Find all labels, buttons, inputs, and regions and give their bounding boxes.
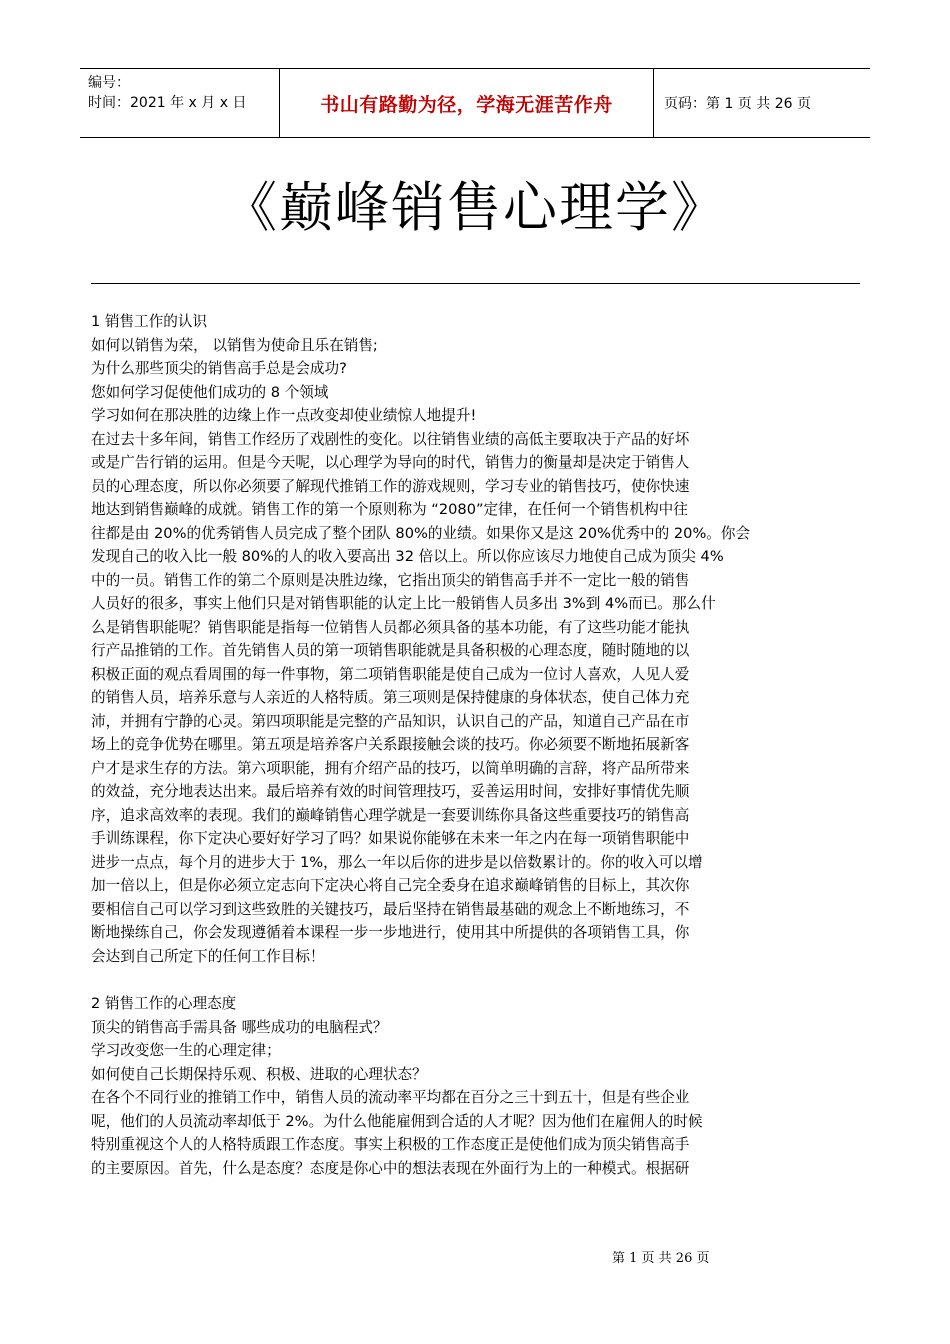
header-table — [80, 68, 870, 138]
text-line: 的主要原因。首先，什么是态度？态度是你心中的想法表现在外面行为上的一种模式。根据研 — [91, 1159, 690, 1177]
text-line: 学习如何在那决胜的边缘上作一点改变却使业绩惊人地提升! — [91, 407, 477, 424]
time-label: 时间：2021 年 x 月 x 日 — [88, 95, 247, 111]
text-line: 员的心理态度，所以你必须要了解现代推销工作的游戏规则，学习专业的销售技巧，使你快速 — [91, 477, 690, 495]
text-line: 呢，他们的人员流动率却低于 2%。为什么他能雇佣到合适的人才呢？因为他们在雇佣人的时候 — [91, 1112, 703, 1130]
section-2 — [91, 992, 799, 1180]
text-line: 序，追求高效率的表现。我们的巅峰销售心理学就是一套要训练你具备这些重要技巧的销售高 — [91, 806, 690, 824]
text-line: 发现自己的收入比一般 80%的人的收入要高出 32 倍以上。所以你应该尽力地使自己成为顶尖 4% — [91, 548, 724, 565]
paragraph-gap — [91, 968, 799, 992]
document-title: 《巅峰销售心理学》 — [223, 176, 727, 239]
text-line: 断地操练自己，你会发现遵循着本课程一步一步地进行，使用其中所提供的各项销售工具，你 — [91, 924, 690, 941]
text-line: 会达到自己所定下的任何工作目标！ — [91, 947, 325, 965]
text-line: 您如何学习促使他们成功的 8 个领域 — [91, 383, 329, 401]
header-meta — [80, 69, 280, 137]
text-line: 往都是由 20%的优秀销售人员完成了整个团队 80%的业绩。如果你又是这 20%优秀中的 20%。你会 — [91, 524, 751, 542]
text-line: 的销售人员，培养乐意与人亲近的人格特质。第三项则是保持健康的身体状态，使自己体力充 — [91, 689, 690, 706]
text-line: 中的一员。销售工作的第二个原则是决胜边缘，它指出顶尖的销售高手并不一定比一般的销售 — [91, 571, 690, 589]
text-line: 积极正面的观点看周围的每一件事物，第二项销售职能是使自己成为一位讨人喜欢，人见人爱 — [91, 665, 690, 683]
header-page-info: 页码：第 1 页 共 26 页 — [664, 96, 811, 112]
text-line: 行产品推销的工作。首先销售人员的第一项销售职能就是具备积极的心理态度，随时随地的以 — [91, 642, 690, 659]
text-line: 手训练课程，你下定决心要好好学习了吗？如果说你能够在未来一年之内在每一项销售职能中 — [91, 830, 690, 847]
text-line: 顶尖的销售高手需具备 哪些成功的电脑程式？ — [91, 1018, 388, 1036]
text-line: 加一倍以上，但是你必须立定志向下定决心将自己完全委身在追求巅峰销售的目标上，其次你 — [91, 877, 690, 894]
number-label: 编号： — [88, 75, 130, 91]
title-divider — [91, 283, 860, 284]
text-line: 沛，并拥有宁静的心灵。第四项职能是完整的产品知识，认识自己的产品，知道自己产品在市 — [91, 712, 690, 730]
text-line: 进步一点点，每个月的进步大于 1%，那么一年以后你的进步是以倍数累计的。你的收入可以增 — [91, 853, 703, 871]
section-heading: 1 销售工作的认识 — [91, 313, 208, 330]
section-1 — [91, 310, 799, 968]
text-line: 场上的竞争优势在哪里。第五项是培养客户关系跟接触会谈的技巧。你必须要不断地拓展新客 — [91, 736, 690, 753]
text-line: 人员好的很多，事实上他们只是对销售职能的认定上比一般销售人员多出 3%到 4%而已。那么什 — [91, 595, 716, 612]
text-line: 地达到销售巅峰的成就。销售工作的第一个原则称为 “2080”定律，在任何一个销售机构中往 — [91, 501, 688, 518]
text-line: 么是销售职能呢？销售职能是指每一位销售人员都必须具备的基本功能，有了这些功能才能执 — [91, 618, 690, 636]
text-line: 要相信自己可以学习到这些致胜的关键技巧，最后坚持在销售最基础的观念上不断地练习，不 — [91, 900, 690, 918]
text-line: 在过去十多年间，销售工作经历了戏剧性的变化。以往销售业绩的高低主要取决于产品的好坏 — [91, 430, 690, 448]
section-heading: 2 销售工作的心理态度 — [91, 995, 237, 1012]
text-line: 户才是求生存的方法。第六项职能，拥有介绍产品的技巧，以简单明确的言辞，将产品所带来 — [91, 759, 690, 777]
text-line: 的效益，充分地表达出来。最后培养有效的时间管理技巧，妥善运用时间，安排好事情优先顺 — [91, 783, 690, 800]
text-line: 在各个不同行业的推销工作中，销售人员的流动率平均都在百分之三十到五十，但是有些企业 — [91, 1089, 690, 1106]
document-body — [91, 310, 799, 1180]
text-line: 或是广告行销的运用。但是今天呢，以心理学为导向的时代，销售力的衡量却是决定于销售人 — [91, 454, 690, 471]
text-line: 学习改变您一生的心理定律； — [91, 1042, 281, 1059]
text-line: 如何使自己长期保持乐观、积极、进取的心理状态？ — [91, 1065, 427, 1083]
text-line: 为什么那些顶尖的销售高手总是会成功? — [91, 360, 347, 377]
page-footer: 第 1 页 共 26 页 — [612, 1251, 710, 1266]
text-line: 特别重视这个人的人格特质跟工作态度。事实上积极的工作态度正是使他们成为顶尖销售高手 — [91, 1136, 690, 1153]
header-motto: 书山有路勤为径，学海无涯苦作舟 — [280, 69, 654, 137]
text-line: 如何以销售为荣， 以销售为使命且乐在销售; — [91, 336, 378, 354]
